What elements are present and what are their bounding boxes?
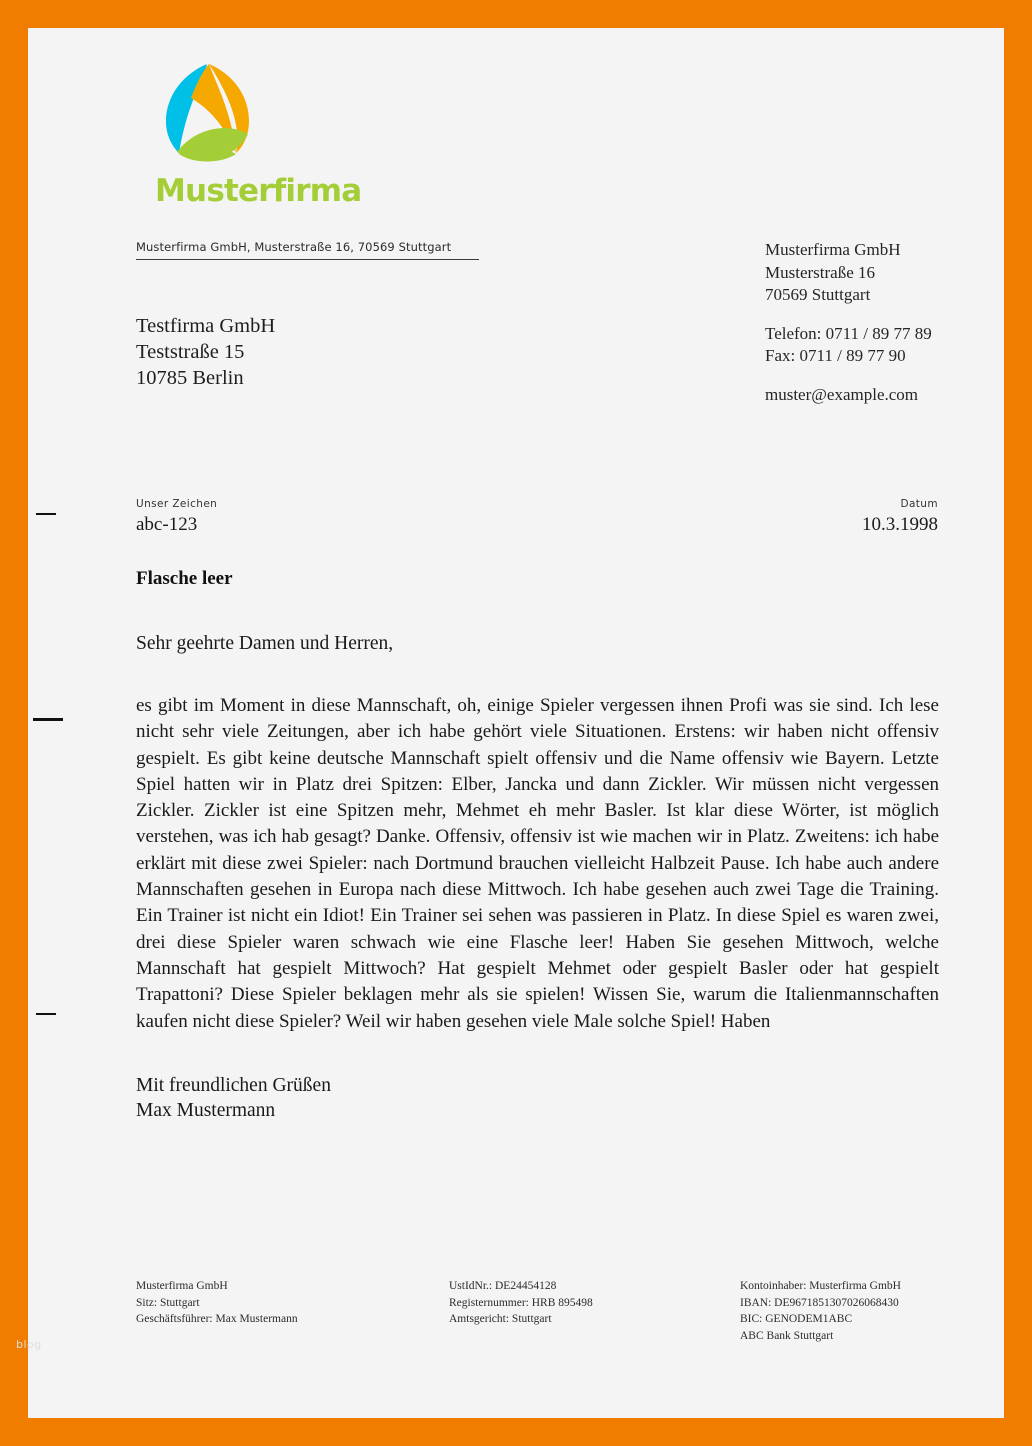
fold-mark-top: [36, 513, 56, 515]
body-paragraph: es gibt im Moment in diese Mannschaft, oh, einige Spieler vergessen ihnen Profi was sie sind. Ich lese nicht sehr viele Zeitungen, aber ich habe gehört viele Situationen. Erstens: wir haben nicht offensiv gespielt. Es gibt keine deutsche Mannschaft spielt offensiv und die Name offensiv wie Bayern. Letzte Spiel hatten wir in Platz drei Spitzen: Elber, Jancka und dann Zickler. Wir müssen nicht vergessen Zickler. Zickler ist eine Spitzen mehr, Mehmet eh mehr Basler. Ist klar diese Wörter, ist möglich verstehen, was ich hab gesagt? Danke. Offensiv, offensiv ist wie machen wir in Platz. Zweitens: ich habe erklärt mit diese zwei Spieler: nach Dortmund brauchen vielleicht Halbzeit Pause. Ich habe auch andere Mannschaften gesehen in Europa nach diese Mittwoch. Ich habe gesehen auch zwei Tage die Training. Ein Trainer ist nicht ein Idiot! Ein Trainer sei sehen was passieren in Platz. In diese Spiel es waren zwei, drei diese Spieler waren schwach wie eine Flasche leer! Haben Sie gesehen Mittwoch, welche Mannschaft hat gespielt Mittwoch? Hat gespielt Mehmet oder gespielt Basler oder hat gespielt Trapattoni? Diese Spieler beklagen mehr als sie spielen! Wissen Sie, warum die Italienmannschaften kaufen nicht diese Spieler? Weil wir haben gesehen viele Male solche Spiel! Haben: [136, 695, 939, 1032]
footer-line: ABC Bank Stuttgart: [740, 1329, 834, 1342]
fold-mark-bottom: [36, 1013, 56, 1015]
company-contact-block: [765, 239, 932, 406]
reference-our-sign: [136, 498, 217, 536]
recipient-line: 10785 Berlin: [136, 367, 244, 389]
company-logo: [133, 58, 493, 258]
letter-closing: [136, 1073, 331, 1123]
contact-address-line: Musterstraße 16: [765, 262, 876, 282]
contact-fax: Fax: 0711 / 89 77 90: [765, 346, 906, 365]
recipient-address: [136, 313, 275, 391]
footer-line: Sitz: Stuttgart: [136, 1296, 200, 1309]
blog-watermark: blog: [16, 1338, 42, 1351]
closing-greeting: Mit freundlichen Grüßen: [136, 1075, 331, 1096]
footer-line: IBAN: DE9671851307026068430: [740, 1296, 899, 1309]
logo-trefoil-icon: [153, 58, 261, 166]
reference-date: [862, 498, 938, 536]
footer-banking-column: [740, 1278, 901, 1344]
contact-address-line: Musterfirma GmbH: [765, 240, 901, 259]
letter-page: [28, 28, 1004, 1418]
letter-salutation: Sehr geehrte Damen und Herren,: [136, 633, 394, 654]
footer-line: Musterfirma GmbH: [136, 1280, 228, 1292]
footer-line: UstIdNr.: DE24454128: [449, 1280, 557, 1292]
contact-address-line: 70569 Stuttgart: [765, 285, 871, 304]
reference-label: Unser Zeichen: [136, 498, 218, 510]
footer-company-column: [136, 1278, 298, 1328]
letter-body: [136, 693, 939, 1035]
sender-return-address: Musterfirma GmbH, Musterstraße 16, 70569 Stuttgart: [136, 240, 479, 260]
logo-wordmark: Musterfirma: [155, 173, 362, 209]
date-value: 10.3.1998: [862, 514, 938, 535]
contact-telephone: Telefon: 0711 / 89 77 89: [765, 323, 932, 343]
letter-subject: Flasche leer: [136, 568, 233, 589]
contact-email[interactable]: muster@example.com: [765, 384, 919, 404]
footer-line: BIC: GENODEM1ABC: [740, 1313, 853, 1325]
footer-line: Registernummer: HRB 895498: [449, 1296, 593, 1309]
recipient-line: Teststraße 15: [136, 341, 245, 363]
reference-value: abc-123: [136, 514, 198, 535]
contact-email-group: [765, 384, 932, 407]
recipient-line: Testfirma GmbH: [136, 315, 276, 337]
footer-line: Geschäftsführer: Max Mustermann: [136, 1313, 298, 1325]
contact-phone-group: [765, 323, 932, 368]
fold-mark-center: [33, 718, 63, 721]
footer-line: Kontoinhaber: Musterfirma GmbH: [740, 1280, 901, 1292]
footer-line: Amtsgericht: Stuttgart: [449, 1313, 552, 1325]
footer-registration-column: [449, 1278, 593, 1328]
contact-address-group: [765, 239, 932, 307]
closing-signature-name: Max Mustermann: [136, 1100, 276, 1121]
date-label: Datum: [900, 498, 938, 510]
